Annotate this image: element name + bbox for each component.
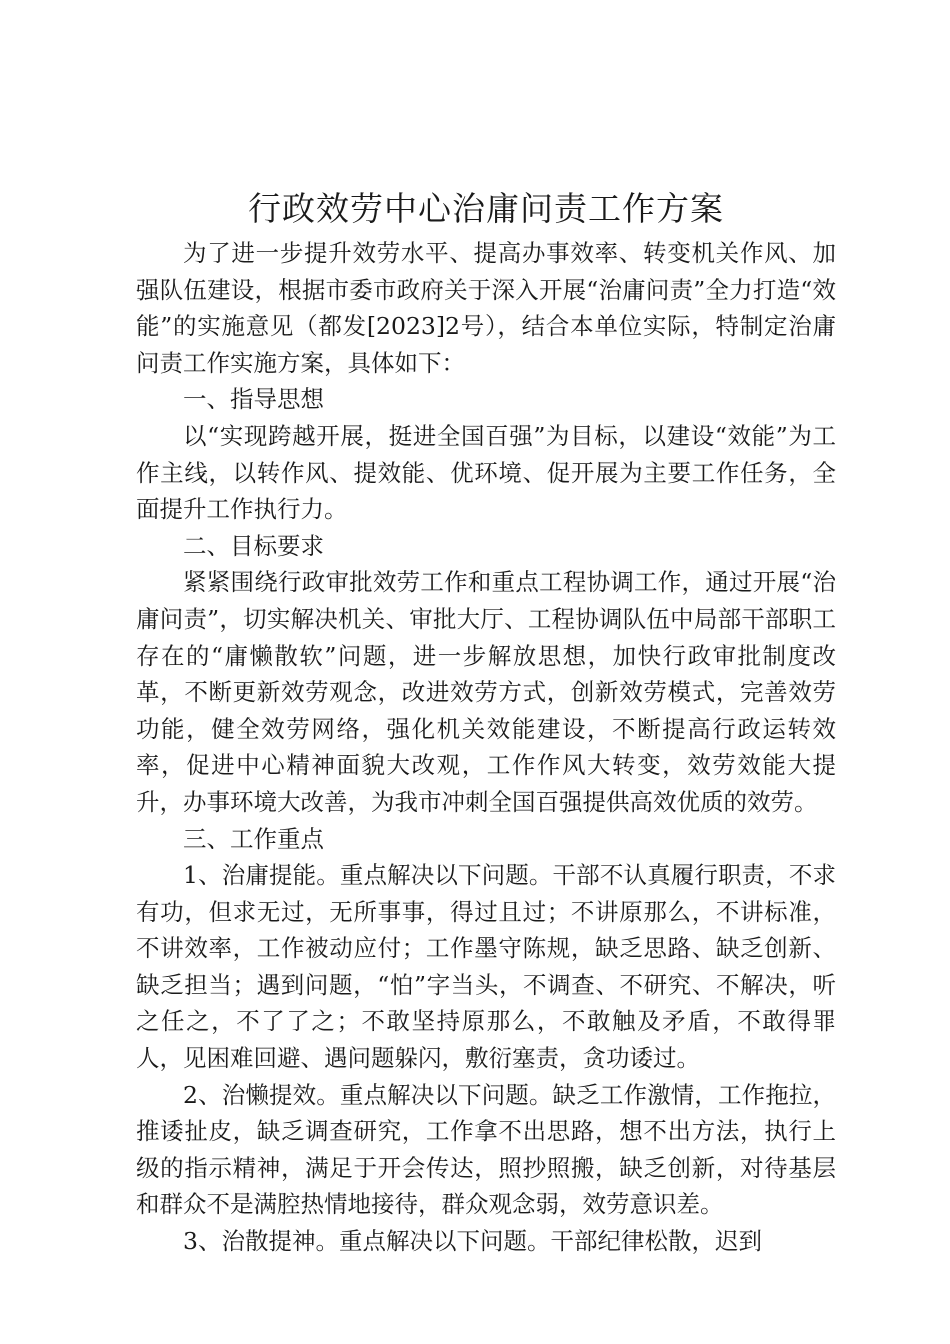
section-body-guiding-ideology: 以“实现跨越开展，挺进全国百强”为目标，以建设“效能”为工作主线，以转作风、提效能、优环境、促开展为主要工作任务，全面提升工作执行力。: [136, 421, 836, 524]
section-heading-goals: 二、目标要求: [183, 531, 324, 560]
work-focus-item-2: 2、治懒提效。重点解决以下问题。缺乏工作激情，工作拖拉，推诿扯皮，缺乏调查研究，工作拿不出思路，想不出方法，执行上级的指示精神，满足于开会传达，照抄照搬，缺乏创新，对待基层和群众不是满腔热情地接待，群众观念弱，效劳意识差。: [136, 1080, 836, 1219]
intro-paragraph: 为了进一步提升效劳水平、提高办事效率、转变机关作风、加强队伍建设，根据市委市政府关于深入开展“治庸问责”全力打造“效能”的实施意见（都发[2023]2号），结合本单位实际，特制定治庸问责工作实施方案，具体如下：: [136, 239, 836, 377]
document-title: 行政效劳中心治庸问责工作方案: [248, 189, 724, 228]
section-heading-work-focus: 三、工作重点: [183, 824, 324, 853]
section-heading-guiding-ideology: 一、指导思想: [183, 385, 324, 414]
work-focus-item-1: 1、治庸提能。重点解决以下问题。干部不认真履行职责，不求有功，但求无过，无所事事，得过且过；不讲原那么，不讲标准，不讲效率，工作被动应付；工作墨守陈规，缺乏思路、缺乏创新、缺乏担当；遇到问题，“怕”字当头，不调查、不研究、不解决，听之任之，不了了之；不敢坚持原那么，不敢触及矛盾，不敢得罪人，见困难回避、遇问题躲闪，敷衍塞责，贪功诿过。: [136, 861, 836, 1073]
section-body-goals: 紧紧围绕行政审批效劳工作和重点工程协调工作，通过开展“治庸问责”，切实解决机关、审批大厅、工程协调队伍中局部干部职工存在的“庸懒散软”问题，进一步解放思想，加快行政审批制度改革，不断更新效劳观念，改进效劳方式，创新效劳模式，完善效劳功能，健全效劳网络，强化机关效能建设，不断提高行政运转效率，促进中心精神面貌大改观，工作作风大转变，效劳效能大提升，办事环境大改善，为我市冲刺全国百强提供高效优质的效劳。: [136, 568, 836, 816]
document-page: [136, 185, 836, 1260]
work-focus-item-3: 3、治散提神。重点解决以下问题。干部纪律松散，迟到: [183, 1227, 762, 1256]
